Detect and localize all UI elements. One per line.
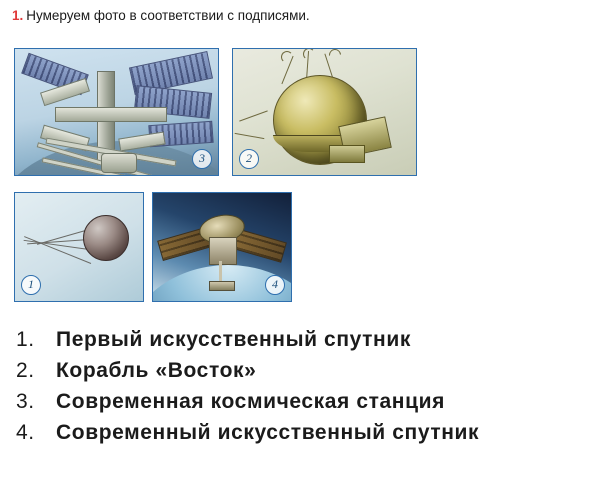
- caption-number: 4.: [16, 421, 35, 444]
- satellite-mast: [219, 261, 222, 283]
- caption-text: Первый искусственный спутник: [56, 328, 411, 351]
- caption-item: [16, 328, 591, 352]
- antenna-hook: [303, 48, 315, 60]
- photo-sputnik-1[interactable]: [14, 192, 144, 302]
- task-text: Нумеруем фото в соответствии с подписями.: [26, 8, 310, 23]
- photo-modern-satellite[interactable]: [152, 192, 292, 302]
- photo-badge-4: 4: [265, 275, 285, 295]
- photo-space-station[interactable]: [14, 48, 219, 176]
- photo-badge-3: 3: [192, 149, 212, 169]
- caption-number: 3.: [16, 390, 35, 413]
- sputnik-sphere: [83, 215, 129, 261]
- task-statement: [12, 8, 310, 23]
- caption-text: Современный искусственный спутник: [56, 421, 480, 444]
- docking-pod: [101, 153, 137, 173]
- satellite-instrument: [209, 281, 235, 291]
- station-core-horizontal: [55, 107, 167, 122]
- caption-item: [16, 421, 591, 445]
- antenna-hook: [281, 51, 293, 63]
- photo-badge-1: 1: [21, 275, 41, 295]
- caption-text: Современная космическая станция: [56, 390, 445, 413]
- instrument-module: [329, 145, 365, 163]
- task-number: 1.: [12, 8, 24, 23]
- caption-list: [16, 328, 591, 452]
- caption-number: 1.: [16, 328, 35, 351]
- caption-item: [16, 390, 591, 414]
- caption-item: [16, 359, 591, 383]
- caption-text: Корабль «Восток»: [56, 359, 257, 382]
- photo-badge-2: 2: [239, 149, 259, 169]
- caption-number: 2.: [16, 359, 35, 382]
- satellite-body: [209, 237, 237, 265]
- photo-vostok-capsule[interactable]: [232, 48, 417, 176]
